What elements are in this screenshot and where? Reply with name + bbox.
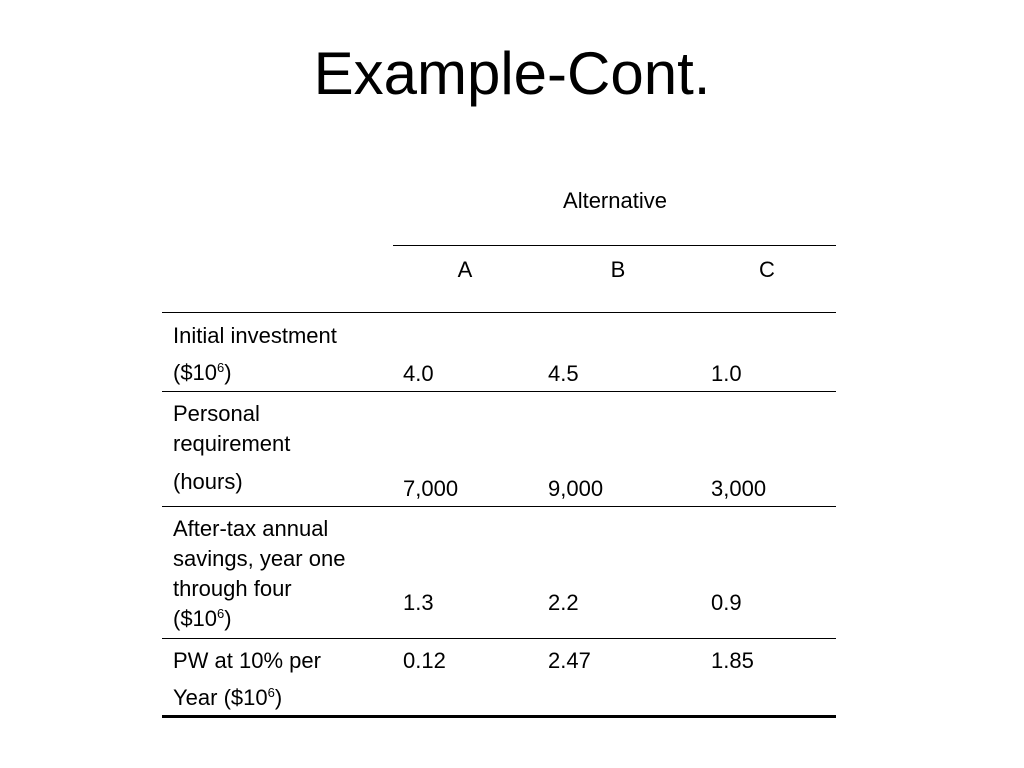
row-label-after-tax-1: After-tax annual <box>173 516 329 541</box>
cell-personal-requirement-b: 9,000 <box>548 476 604 501</box>
row-rule-1 <box>162 391 836 392</box>
row-label-initial-investment: Initial investment <box>173 323 337 348</box>
row-label-hours: (hours) <box>173 469 243 494</box>
row-label-pw-1: PW at 10% per <box>173 648 321 673</box>
slide-title: Example-Cont. <box>313 40 711 107</box>
cell-personal-requirement-a: 7,000 <box>403 476 459 501</box>
row-rule-3 <box>162 638 836 639</box>
cell-initial-investment-a: 4.0 <box>403 361 434 386</box>
row-label-after-tax-3: through four <box>173 576 292 601</box>
column-header-rule <box>162 312 836 313</box>
cell-after-tax-savings-a: 1.3 <box>403 590 434 615</box>
row-label-initial-investment-unit: $(\$10^6)$ <box>173 360 232 385</box>
column-header-b: B <box>610 257 626 282</box>
cell-pw-c: 1.85 <box>711 648 754 673</box>
cell-pw-a: 0.12 <box>403 648 446 673</box>
row-label-requirement: requirement <box>173 431 291 456</box>
row-label-after-tax-2: savings, year one <box>173 546 346 571</box>
row-label-after-tax-unit: $(\$10^6)$ <box>173 606 232 631</box>
cell-initial-investment-b: 4.5 <box>548 361 579 386</box>
table-bottom-rule <box>162 715 836 718</box>
header-rule <box>393 245 836 246</box>
row-rule-2 <box>162 506 836 507</box>
row-label-personal: Personal <box>173 401 260 426</box>
alternative-header: Alternative <box>563 188 667 213</box>
column-header-a: A <box>457 257 473 282</box>
cell-initial-investment-c: 1.0 <box>711 361 742 386</box>
row-label-pw-2: Year $(\$10^6)$ <box>173 685 283 710</box>
cell-after-tax-savings-c: 0.9 <box>711 590 742 615</box>
cell-after-tax-savings-b: 2.2 <box>548 590 579 615</box>
column-header-c: C <box>759 257 775 282</box>
cell-personal-requirement-c: 3,000 <box>711 476 767 501</box>
cell-pw-b: 2.47 <box>548 648 591 673</box>
